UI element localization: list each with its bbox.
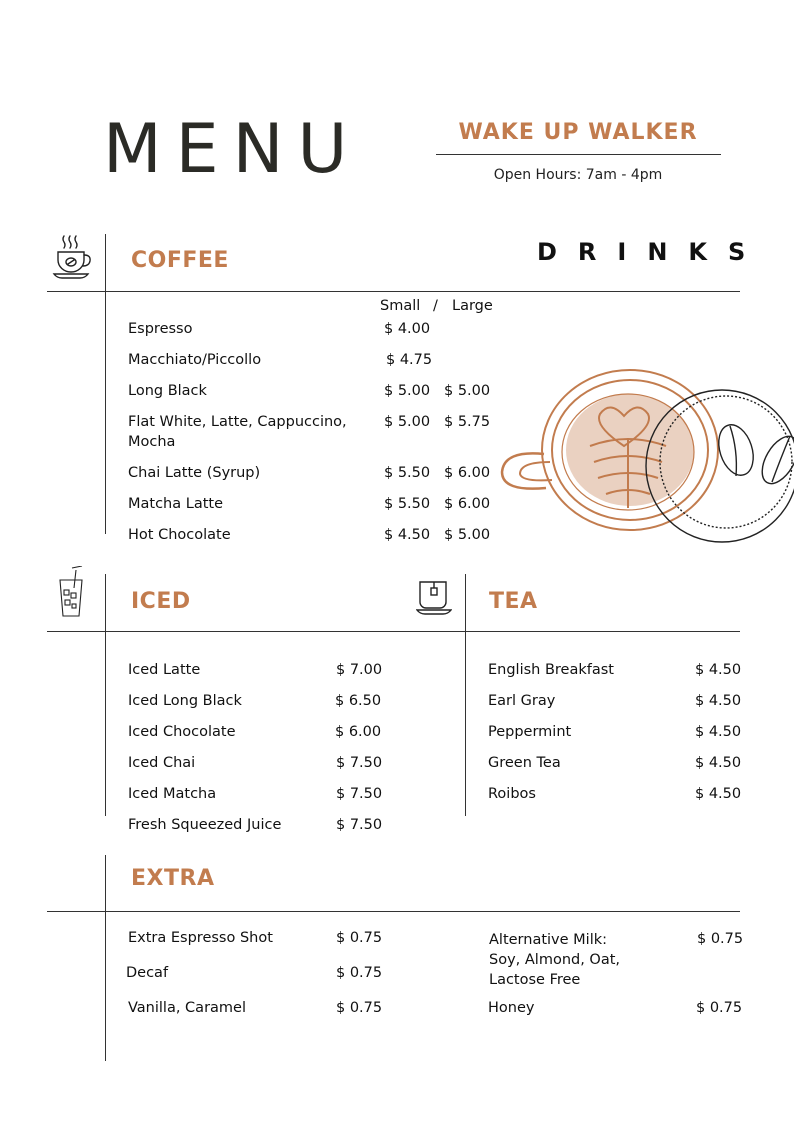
tea-item-name: English Breakfast [488,662,614,678]
iced-drink-icon [56,566,86,618]
coffee-item-name: Matcha Latte [128,496,223,512]
size-header-separator: / [433,298,438,314]
coffee-item-large-price: $ 6.00 [444,465,491,481]
coffee-item-name: Chai Latte (Syrup) [128,465,261,481]
drinks-heading: DRINKS [537,238,767,266]
size-header-large: Large [452,298,493,314]
coffee-item-name: Espresso [128,321,193,337]
section-title-extra: EXTRA [131,866,215,891]
section-title-coffee: COFFEE [131,248,229,273]
coffee-item-name: Hot Chocolate [128,527,231,543]
iced-tea-divider [47,631,740,632]
brand-divider [436,154,721,155]
coffee-item-name: Flat White, Latte, Cappuccino, Mocha [128,414,347,450]
coffee-item-small-price: $ 5.50 [384,496,431,512]
iced-item-price: $ 7.00 [336,662,383,678]
latte-art-illustration-icon [498,362,794,546]
tea-item-price: $ 4.50 [695,724,742,740]
page-title: MENU [103,110,362,189]
iced-vertical-divider [105,574,106,816]
iced-item-price: $ 7.50 [336,817,383,833]
coffee-item-name: Long Black [128,383,207,399]
coffee-item-small-price: $ 4.50 [384,527,431,543]
tea-item-price: $ 4.50 [695,786,742,802]
tea-item-name: Peppermint [488,724,572,740]
extra-item-price: $ 0.75 [336,930,383,946]
tea-vertical-divider [465,574,466,816]
extra-item-price: $ 0.75 [336,1000,383,1016]
extra-vertical-divider [105,855,106,1061]
extra-divider [47,911,740,912]
open-hours: Open Hours: 7am - 4pm [493,167,663,183]
extra-item-name: Vanilla, Caramel [128,1000,246,1016]
tea-item-name: Earl Gray [488,693,556,709]
tea-item-name: Green Tea [488,755,561,771]
coffee-item-large-price: $ 5.00 [444,383,491,399]
iced-item-name: Iced Matcha [128,786,217,802]
coffee-item-small-price: $ 4.00 [384,321,431,337]
iced-item-price: $ 6.00 [335,724,382,740]
coffee-cup-icon [50,232,96,280]
extra-item-name: Honey [488,1000,535,1016]
coffee-item-large-price: $ 5.75 [444,414,491,430]
iced-item-name: Iced Chocolate [128,724,236,740]
size-header-small: Small [380,298,421,314]
coffee-item-small-price: $ 4.75 [386,352,433,368]
extra-item-name: Decaf [126,965,169,981]
iced-item-price: $ 6.50 [335,693,382,709]
extra-item-price: $ 0.75 [336,965,383,981]
tea-item-name: Roibos [488,786,536,802]
extra-item-name: Extra Espresso Shot [128,930,273,946]
coffee-vertical-divider [105,234,106,534]
brand-name: WAKE UP WALKER [458,120,698,145]
iced-item-name: Iced Chai [128,755,196,771]
tea-item-price: $ 4.50 [695,755,742,771]
coffee-item-name: Macchiato/Piccollo [128,352,262,368]
section-title-iced: ICED [131,589,191,614]
extra-item-name: Alternative Milk: Soy, Almond, Oat, Lactose Free [489,932,621,988]
extra-item-price: $ 0.75 [697,931,744,947]
coffee-item-small-price: $ 5.00 [384,414,431,430]
iced-item-price: $ 7.50 [336,786,383,802]
coffee-item-small-price: $ 5.00 [384,383,431,399]
coffee-divider [47,291,740,292]
iced-item-name: Fresh Squeezed Juice [128,817,282,833]
tea-item-price: $ 4.50 [695,662,742,678]
tea-cup-icon [416,578,452,616]
iced-item-name: Iced Latte [128,662,201,678]
coffee-item-small-price: $ 5.50 [384,465,431,481]
coffee-item-large-price: $ 5.00 [444,527,491,543]
iced-item-price: $ 7.50 [336,755,383,771]
iced-item-name: Iced Long Black [128,693,242,709]
extra-item-price: $ 0.75 [696,1000,743,1016]
tea-item-price: $ 4.50 [695,693,742,709]
section-title-tea: TEA [489,589,538,614]
coffee-item-large-price: $ 6.00 [444,496,491,512]
